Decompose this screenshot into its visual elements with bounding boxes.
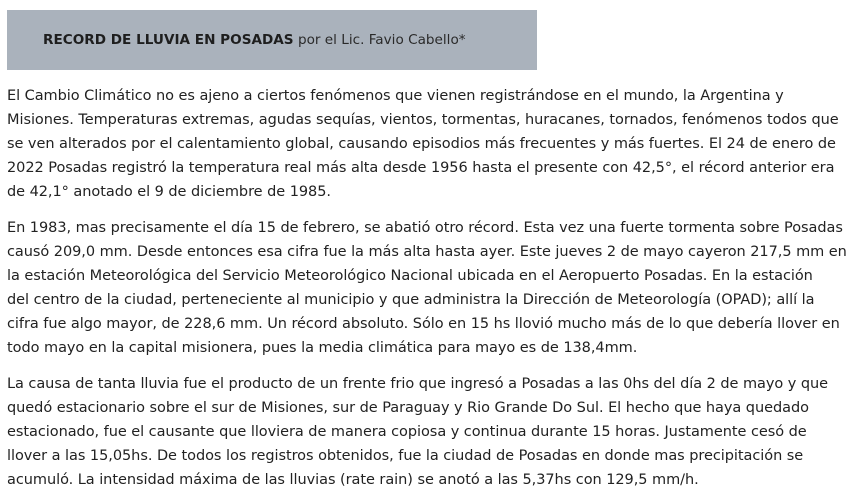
paragraph-line: En 1983, mas precisamente el día 15 de febrero, se abatió otro récord. Esta vez una fuerte tormenta sobre Posadas [7,220,843,236]
article-paragraph [7,372,855,492]
article-title: RECORD DE LLUVIA EN POSADAS [43,32,294,48]
paragraph-line: de 42,1° anotado el 9 de diciembre de 1985. [7,184,331,200]
paragraph-line: quedó estacionario sobre el sur de Misiones, sur de Paraguay y Rio Grande Do Sul. El hecho que haya quedado [7,400,809,416]
paragraph-line: acumuló. La intensidad máxima de las lluvias (rate rain) se anotó a las 5,37hs con 129,5 mm/h. [7,472,699,488]
article-body [7,84,855,504]
article-paragraph [7,84,855,204]
paragraph-line: todo mayo en la capital misionera, pues la media climática para mayo es de 138,4mm. [7,340,638,356]
paragraph-line: estacionado, fue el causante que lloviera de manera copiosa y continua durante 15 horas. Justamente cesó de [7,424,807,440]
paragraph-line: La causa de tanta lluvia fue el producto de un frente frio que ingresó a Posadas a las 0hs del día 2 de mayo y que [7,376,829,392]
article-title-banner [7,10,537,70]
paragraph-line: Misiones. Temperaturas extremas, agudas sequías, vientos, tormentas, huracanes, tornados, fenómenos todos que [7,112,839,128]
paragraph-line: llover a las 15,05hs. De todos los registros obtenidos, fue la ciudad de Posadas en donde mas precipitación se [7,448,804,464]
article-paragraph [7,216,855,360]
article-author: por el Lic. Favio Cabello* [297,32,466,48]
paragraph-line: la estación Meteorológica del Servicio Meteorológico Nacional ubicada en el Aeropuerto Posadas. En la estación [7,268,813,284]
paragraph-line: del centro de la ciudad, perteneciente al municipio y que administra la Dirección de Meteorología (OPAD); allí la [7,292,815,308]
paragraph-line: causó 209,0 mm. Desde entonces esa cifra fue la más alta hasta ayer. Este jueves 2 de mayo cayeron 217,5 mm en [7,244,847,260]
paragraph-line: 2022 Posadas registró la temperatura real más alta desde 1956 hasta el presente con 42,5°, el récord anterior era [7,160,835,176]
paragraph-line: El Cambio Climático no es ajeno a ciertos fenómenos que vienen registrándose en el mundo, la Argentina y [7,88,784,104]
paragraph-line: cifra fue algo mayor, de 228,6 mm. Un récord absoluto. Sólo en 15 hs llovió mucho más de lo que debería llover en [7,316,840,332]
paragraph-line: se ven alterados por el calentamiento global, causando episodios más frecuentes y más fuertes. El 24 de enero de [7,136,836,152]
